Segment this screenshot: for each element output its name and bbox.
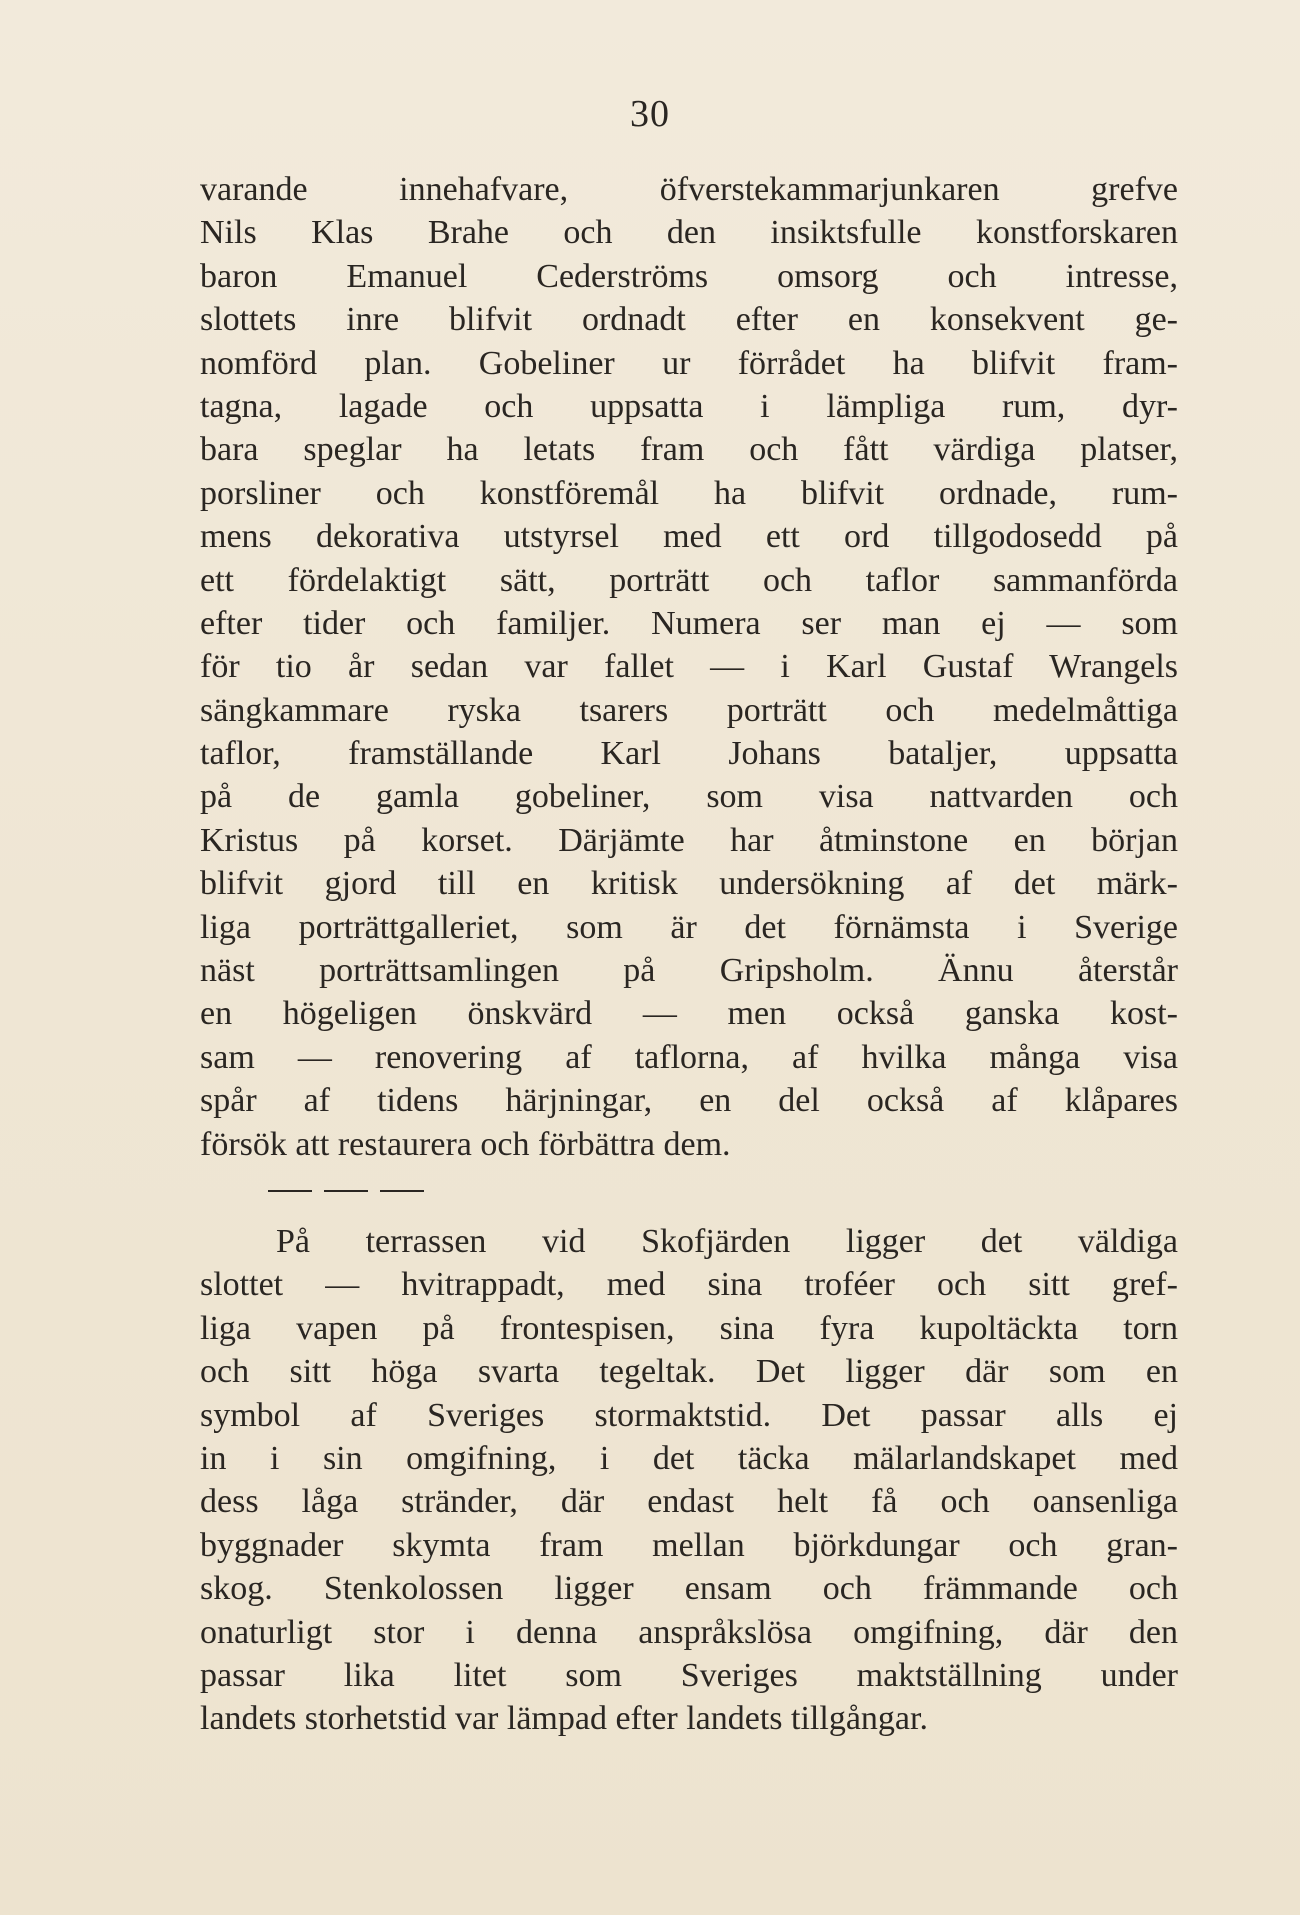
text-line: porsliner och konstföremål ha blifvit ordnade, rum- xyxy=(200,474,1178,512)
section-separator xyxy=(268,1190,424,1192)
text-line: landets storhetstid var lämpad efter landets tillgångar. xyxy=(200,1700,928,1738)
text-line: bara speglar ha letats fram och fått värdiga platser, xyxy=(200,431,1178,469)
text-line: slottet — hvitrappadt, med sina troféer och sitt gref- xyxy=(200,1266,1178,1304)
text-line: en högeligen önskvärd — men också ganska kost- xyxy=(200,995,1178,1033)
text-line: efter tider och familjer. Numera ser man ej — som xyxy=(200,604,1178,642)
text-line: symbol af Sveriges stormaktstid. Det passar alls ej xyxy=(200,1396,1178,1434)
text-line: baron Emanuel Cederströms omsorg och intresse, xyxy=(200,257,1178,295)
text-line: mens dekorativa utstyrsel med ett ord tillgodosedd på xyxy=(200,518,1178,556)
text-line: sängkammare ryska tsarers porträtt och medelmåttiga xyxy=(200,691,1178,729)
text-line: nomförd plan. Gobeliner ur förrådet ha blifvit fram- xyxy=(200,344,1178,382)
text-line: onaturligt stor i denna anspråkslösa omgifning, där den xyxy=(200,1613,1178,1651)
text-line: försök att restaurera och förbättra dem. xyxy=(200,1125,731,1163)
text-line: skog. Stenkolossen ligger ensam och främmande och xyxy=(200,1570,1178,1608)
text-line: passar lika litet som Sveriges maktställning under xyxy=(200,1656,1178,1694)
paragraph-2 xyxy=(200,1220,1178,1741)
text-line: På terrassen vid Skofjärden ligger det väldiga xyxy=(276,1223,1178,1260)
paragraph-1 xyxy=(200,168,1178,1166)
page-number: 30 xyxy=(630,93,670,135)
separator-dash xyxy=(268,1190,312,1192)
separator-dash xyxy=(380,1190,424,1192)
text-line: byggnader skymta fram mellan björkdungar och gran- xyxy=(200,1526,1178,1564)
text-line: och sitt höga svarta tegeltak. Det ligger där som en xyxy=(200,1353,1178,1391)
text-line: blifvit gjord till en kritisk undersökning af det märk- xyxy=(200,865,1178,903)
text-line: för tio år sedan var fallet — i Karl Gustaf Wrangels xyxy=(200,648,1178,686)
text-line: varande innehafvare, öfverstekammarjunkaren grefve xyxy=(200,171,1178,208)
separator-dash xyxy=(324,1190,368,1192)
text-line: tagna, lagade och uppsatta i lämpliga rum, dyr- xyxy=(200,387,1178,425)
text-line: liga vapen på frontespisen, sina fyra kupoltäckta torn xyxy=(200,1309,1178,1347)
text-line: sam — renovering af taflorna, af hvilka många visa xyxy=(200,1038,1178,1076)
text-line: Kristus på korset. Därjämte har åtminstone en början xyxy=(200,821,1178,859)
text-line: ett fördelaktigt sätt, porträtt och taflor sammanförda xyxy=(200,561,1178,599)
text-line: slottets inre blifvit ordnadt efter en konsekvent ge- xyxy=(200,301,1178,339)
text-line: Nils Klas Brahe och den insiktsfulle konstforskaren xyxy=(200,214,1178,252)
text-line: spår af tidens härjningar, en del också af klåpares xyxy=(200,1082,1178,1120)
text-line: näst porträttsamlingen på Gripsholm. Ännu återstår xyxy=(200,952,1178,990)
text-line: in i sin omgifning, i det täcka mälarlandskapet med xyxy=(200,1439,1178,1477)
text-line: taflor, framställande Karl Johans bataljer, uppsatta xyxy=(200,735,1178,773)
text-line: dess låga stränder, där endast helt få och oansenliga xyxy=(200,1483,1178,1521)
text-line: liga porträttgalleriet, som är det förnämsta i Sverige xyxy=(200,908,1178,946)
text-line: på de gamla gobeliner, som visa nattvarden och xyxy=(200,778,1178,816)
